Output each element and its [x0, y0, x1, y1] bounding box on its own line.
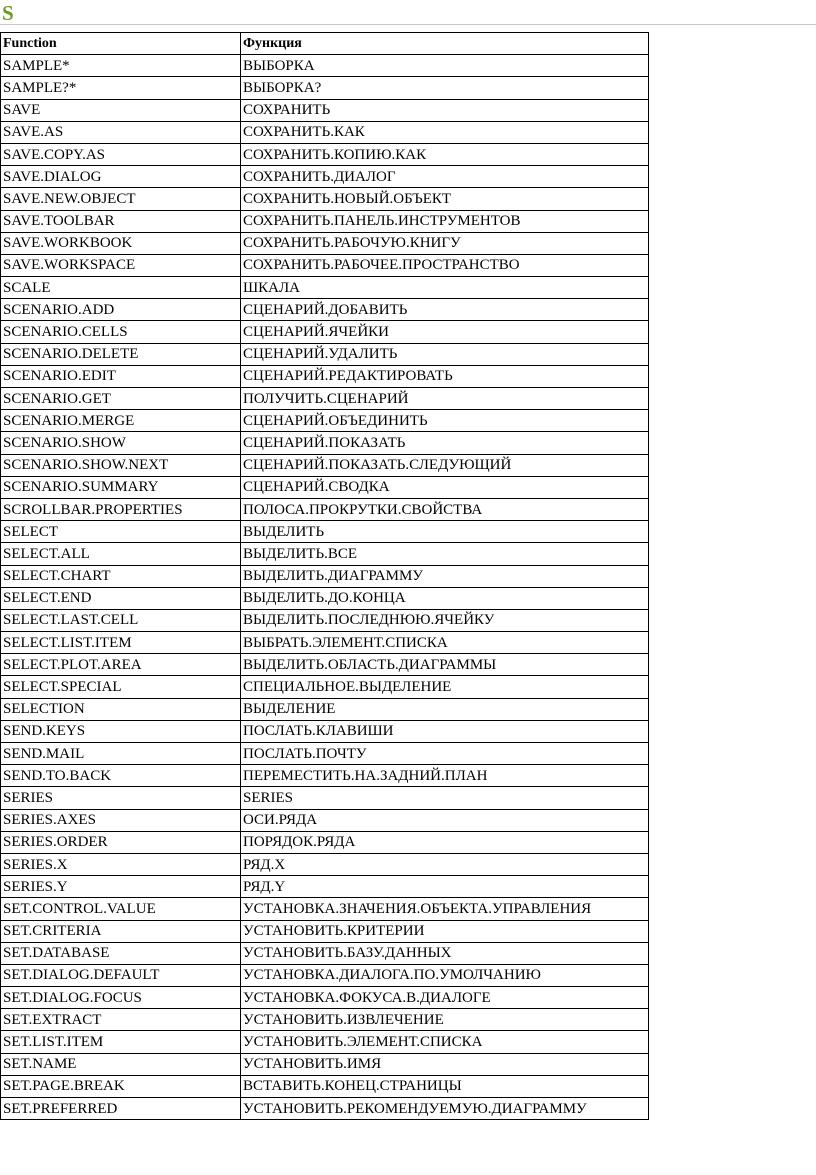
function-name-cell: SCENARIO.EDIT	[1, 365, 241, 387]
function-name-cell: SCALE	[1, 277, 241, 299]
function-name-cell: SELECT.LAST.CELL	[1, 609, 241, 631]
table-row	[1, 143, 649, 165]
russian-name-cell: ВЫДЕЛИТЬ.ОБЛАСТЬ.ДИАГРАММЫ	[241, 654, 649, 676]
table-row	[1, 410, 649, 432]
table-row	[1, 55, 649, 77]
table-row	[1, 698, 649, 720]
russian-name-cell: ПОЛУЧИТЬ.СЦЕНАРИЙ	[241, 388, 649, 410]
function-name-cell: SAVE.WORKSPACE	[1, 254, 241, 276]
russian-name-cell: ОСИ.РЯДА	[241, 809, 649, 831]
function-name-cell: SELECTION	[1, 698, 241, 720]
function-name-cell: SCENARIO.ADD	[1, 299, 241, 321]
table-row	[1, 277, 649, 299]
table-row	[1, 1075, 649, 1097]
function-name-cell: SAVE.AS	[1, 121, 241, 143]
function-name-cell: SCENARIO.MERGE	[1, 410, 241, 432]
russian-name-cell: УСТАНОВИТЬ.ИМЯ	[241, 1053, 649, 1075]
russian-name-cell: ВЫДЕЛИТЬ.ВСЕ	[241, 543, 649, 565]
table-row	[1, 787, 649, 809]
russian-name-cell: СОХРАНИТЬ.НОВЫЙ.ОБЪЕКТ	[241, 188, 649, 210]
russian-name-cell: СЦЕНАРИЙ.РЕДАКТИРОВАТЬ	[241, 365, 649, 387]
russian-name-cell: УСТАНОВИТЬ.КРИТЕРИИ	[241, 920, 649, 942]
table-row	[1, 166, 649, 188]
russian-name-cell: УСТАНОВКА.ФОКУСА.В.ДИАЛОГЕ	[241, 987, 649, 1009]
russian-name-cell: ПОСЛАТЬ.ПОЧТУ	[241, 743, 649, 765]
table-row	[1, 765, 649, 787]
table-row	[1, 743, 649, 765]
russian-name-cell: СПЕЦИАЛЬНОЕ.ВЫДЕЛЕНИЕ	[241, 676, 649, 698]
function-name-cell: SELECT.PLOT.AREA	[1, 654, 241, 676]
function-name-cell: SERIES.Y	[1, 876, 241, 898]
table-row	[1, 565, 649, 587]
table-row	[1, 1098, 649, 1120]
function-name-cell: SERIES.X	[1, 853, 241, 875]
russian-name-cell: РЯД.X	[241, 853, 649, 875]
russian-name-cell: СОХРАНИТЬ.КОПИЮ.КАК	[241, 143, 649, 165]
function-name-cell: SCENARIO.SHOW.NEXT	[1, 454, 241, 476]
russian-name-cell: СЦЕНАРИЙ.ЯЧЕЙКИ	[241, 321, 649, 343]
russian-name-cell: УСТАНОВИТЬ.ИЗВЛЕЧЕНИЕ	[241, 1009, 649, 1031]
russian-name-cell: УСТАНОВИТЬ.РЕКОМЕНДУЕМУЮ.ДИАГРАММУ	[241, 1098, 649, 1120]
russian-name-cell: УСТАНОВКА.ЗНАЧЕНИЯ.ОБЪЕКТА.УПРАВЛЕНИЯ	[241, 898, 649, 920]
table-row	[1, 942, 649, 964]
russian-name-cell: СОХРАНИТЬ.РАБОЧЕЕ.ПРОСТРАНСТВО	[241, 254, 649, 276]
russian-name-cell: УСТАНОВИТЬ.БАЗУ.ДАННЫХ	[241, 942, 649, 964]
function-name-cell: SELECT.SPECIAL	[1, 676, 241, 698]
function-name-cell: SAMPLE?*	[1, 77, 241, 99]
table-header-row	[1, 33, 649, 55]
table-row	[1, 809, 649, 831]
table-row	[1, 587, 649, 609]
table-row	[1, 343, 649, 365]
function-name-cell: SAVE.TOOLBAR	[1, 210, 241, 232]
table-row	[1, 898, 649, 920]
function-name-cell: SCENARIO.SHOW	[1, 432, 241, 454]
table-row	[1, 676, 649, 698]
table-row	[1, 609, 649, 631]
column-header-funktsiya: Функция	[241, 33, 649, 55]
russian-name-cell: СОХРАНИТЬ.ПАНЕЛЬ.ИНСТРУМЕНТОВ	[241, 210, 649, 232]
russian-name-cell: ВЫБРАТЬ.ЭЛЕМЕНТ.СПИСКА	[241, 632, 649, 654]
russian-name-cell: ПОРЯДОК.РЯДА	[241, 831, 649, 853]
function-name-cell: SET.DIALOG.FOCUS	[1, 987, 241, 1009]
function-name-cell: SAVE.COPY.AS	[1, 143, 241, 165]
function-name-cell: SELECT.END	[1, 587, 241, 609]
function-name-cell: SERIES.AXES	[1, 809, 241, 831]
function-name-cell: SCENARIO.GET	[1, 388, 241, 410]
table-row	[1, 498, 649, 520]
russian-name-cell: СЦЕНАРИЙ.ОБЪЕДИНИТЬ	[241, 410, 649, 432]
function-name-cell: SET.CONTROL.VALUE	[1, 898, 241, 920]
function-name-cell: SAMPLE*	[1, 55, 241, 77]
table-body	[1, 55, 649, 1120]
function-name-cell: SET.PAGE.BREAK	[1, 1075, 241, 1097]
russian-name-cell: ШКАЛА	[241, 277, 649, 299]
function-name-cell: SEND.TO.BACK	[1, 765, 241, 787]
russian-name-cell: УСТАНОВИТЬ.ЭЛЕМЕНТ.СПИСКА	[241, 1031, 649, 1053]
russian-name-cell: СЦЕНАРИЙ.СВОДКА	[241, 476, 649, 498]
russian-name-cell: СОХРАНИТЬ.КАК	[241, 121, 649, 143]
table-row	[1, 720, 649, 742]
russian-name-cell: ВЫБОРКА	[241, 55, 649, 77]
russian-name-cell: SERIES	[241, 787, 649, 809]
function-name-cell: SCROLLBAR.PROPERTIES	[1, 498, 241, 520]
table-row	[1, 210, 649, 232]
table-row	[1, 654, 649, 676]
table-row	[1, 254, 649, 276]
function-name-cell: SAVE.DIALOG	[1, 166, 241, 188]
function-name-cell: SET.EXTRACT	[1, 1009, 241, 1031]
russian-name-cell: СОХРАНИТЬ.ДИАЛОГ	[241, 166, 649, 188]
russian-name-cell: ВЫДЕЛИТЬ	[241, 521, 649, 543]
function-name-cell: SERIES	[1, 787, 241, 809]
function-name-cell: SEND.MAIL	[1, 743, 241, 765]
function-name-cell: SET.NAME	[1, 1053, 241, 1075]
function-name-cell: SCENARIO.CELLS	[1, 321, 241, 343]
function-table	[0, 32, 649, 1120]
function-name-cell: SAVE.WORKBOOK	[1, 232, 241, 254]
russian-name-cell: СЦЕНАРИЙ.ПОКАЗАТЬ	[241, 432, 649, 454]
table-row	[1, 876, 649, 898]
table-row	[1, 188, 649, 210]
table-row	[1, 99, 649, 121]
russian-name-cell: СЦЕНАРИЙ.ДОБАВИТЬ	[241, 299, 649, 321]
function-name-cell: SCENARIO.SUMMARY	[1, 476, 241, 498]
table-row	[1, 299, 649, 321]
russian-name-cell: ВЫБОРКА?	[241, 77, 649, 99]
function-name-cell: SET.LIST.ITEM	[1, 1031, 241, 1053]
table-row	[1, 831, 649, 853]
russian-name-cell: ВСТАВИТЬ.КОНЕЦ.СТРАНИЦЫ	[241, 1075, 649, 1097]
table-row	[1, 632, 649, 654]
function-name-cell: SET.PREFERRED	[1, 1098, 241, 1120]
table-row	[1, 388, 649, 410]
function-name-cell: SAVE	[1, 99, 241, 121]
function-name-cell: SEND.KEYS	[1, 720, 241, 742]
russian-name-cell: СЦЕНАРИЙ.УДАЛИТЬ	[241, 343, 649, 365]
table-row	[1, 454, 649, 476]
russian-name-cell: ВЫДЕЛЕНИЕ	[241, 698, 649, 720]
function-name-cell: SERIES.ORDER	[1, 831, 241, 853]
russian-name-cell: ВЫДЕЛИТЬ.ДО.КОНЦА	[241, 587, 649, 609]
russian-name-cell: ВЫДЕЛИТЬ.ДИАГРАММУ	[241, 565, 649, 587]
table-row	[1, 432, 649, 454]
function-name-cell: SCENARIO.DELETE	[1, 343, 241, 365]
section-letter: S	[2, 1, 14, 25]
table-row	[1, 476, 649, 498]
table-row	[1, 964, 649, 986]
table-row	[1, 232, 649, 254]
table-row	[1, 543, 649, 565]
russian-name-cell: СЦЕНАРИЙ.ПОКАЗАТЬ.СЛЕДУЮЩИЙ	[241, 454, 649, 476]
section-divider	[0, 24, 816, 25]
function-name-cell: SET.DATABASE	[1, 942, 241, 964]
table-row	[1, 365, 649, 387]
russian-name-cell: УСТАНОВКА.ДИАЛОГА.ПО.УМОЛЧАНИЮ	[241, 964, 649, 986]
function-name-cell: SELECT.ALL	[1, 543, 241, 565]
table-row	[1, 987, 649, 1009]
table-row	[1, 853, 649, 875]
table-row	[1, 1009, 649, 1031]
function-name-cell: SELECT.CHART	[1, 565, 241, 587]
table-row	[1, 920, 649, 942]
function-name-cell: SET.CRITERIA	[1, 920, 241, 942]
table-row	[1, 1031, 649, 1053]
table-row	[1, 321, 649, 343]
function-name-cell: SAVE.NEW.OBJECT	[1, 188, 241, 210]
russian-name-cell: СОХРАНИТЬ.РАБОЧУЮ.КНИГУ	[241, 232, 649, 254]
table-row	[1, 521, 649, 543]
russian-name-cell: ПОСЛАТЬ.КЛАВИШИ	[241, 720, 649, 742]
russian-name-cell: ПЕРЕМЕСТИТЬ.НА.ЗАДНИЙ.ПЛАН	[241, 765, 649, 787]
russian-name-cell: ВЫДЕЛИТЬ.ПОСЛЕДНЮЮ.ЯЧЕЙКУ	[241, 609, 649, 631]
table-row	[1, 77, 649, 99]
russian-name-cell: СОХРАНИТЬ	[241, 99, 649, 121]
function-name-cell: SET.DIALOG.DEFAULT	[1, 964, 241, 986]
russian-name-cell: РЯД.Y	[241, 876, 649, 898]
table-row	[1, 1053, 649, 1075]
column-header-function: Function	[1, 33, 241, 55]
russian-name-cell: ПОЛОСА.ПРОКРУТКИ.СВОЙСТВА	[241, 498, 649, 520]
table-row	[1, 121, 649, 143]
function-name-cell: SELECT.LIST.ITEM	[1, 632, 241, 654]
function-name-cell: SELECT	[1, 521, 241, 543]
